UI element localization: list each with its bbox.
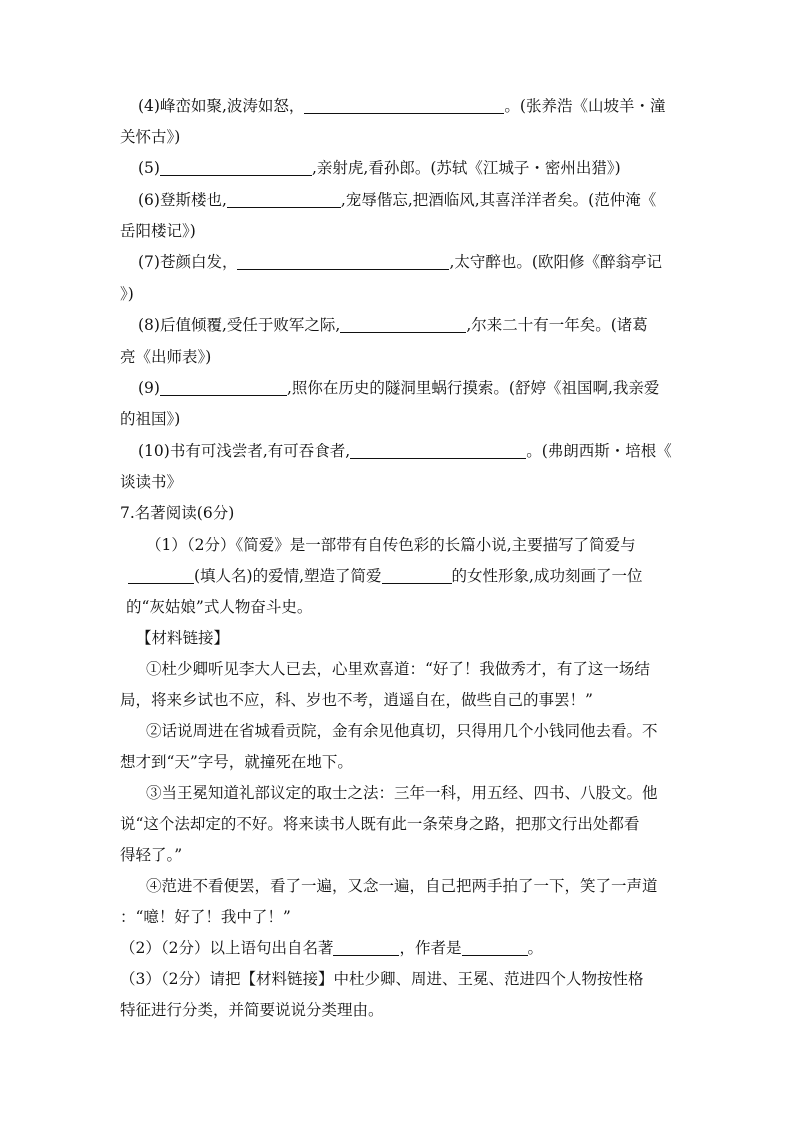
item-10-line xyxy=(138,441,672,463)
material-1-line-2: 局，将来乡试也不应，科、岁也不考，逍遥自在，做些自己的事罢！” xyxy=(120,691,593,709)
item-4-continuation: 关怀古》) xyxy=(120,128,181,146)
item-10-blank[interactable] xyxy=(350,442,526,459)
item-6-blank[interactable] xyxy=(227,191,341,208)
material-3-line-3: 得轻了。” xyxy=(120,846,183,864)
item-9-prefix: (9) xyxy=(138,379,160,397)
item-8-continuation: 亮《出师表》) xyxy=(120,348,212,366)
item-4-prefix: (4)峰峦如聚,波涛如怒， xyxy=(138,97,305,115)
question-2-prefix: （2）（2分）以上语句出自名著 xyxy=(120,939,334,957)
item-7-line xyxy=(138,252,662,274)
item-6-prefix: (6)登斯楼也, xyxy=(138,191,227,209)
item-4-blank[interactable] xyxy=(304,97,504,114)
question-2-line xyxy=(120,938,543,960)
item-6-continuation: 岳阳楼记》) xyxy=(120,222,196,240)
question-1-mid: (填人名)的爱情,塑造了简爱 xyxy=(194,567,382,585)
material-2-line-2: 想才到“天”字号，就撞死在地下。 xyxy=(120,753,353,771)
item-10-prefix: (10)书有可浅尝者,有可吞食者, xyxy=(138,442,351,460)
item-8-prefix: (8)后值倾覆,受任于败军之际, xyxy=(138,316,341,334)
material-3-line-2: 说“这个法却定的不好。将来读书人既有此一条荣身之路，把那文行出处都看 xyxy=(120,815,640,833)
item-7-prefix: (7)苍颜白发， xyxy=(138,253,238,271)
item-6-suffix: ,宠辱偕忘,把酒临风,其喜洋洋者矣。(范仲淹《 xyxy=(340,191,657,209)
question-1-end: 的女性形象,成功刻画了一位 xyxy=(451,567,643,585)
item-5-prefix: (5) xyxy=(138,159,160,177)
material-4-line-2: ：“噫！好了！我中了！” xyxy=(120,908,291,926)
question-1-line-2 xyxy=(128,566,642,588)
material-4-line-1: ④范进不看便罢，看了一遍，又念一遍，自己把两手拍了一下，笑了一声道 xyxy=(146,877,658,895)
item-4-line xyxy=(138,96,665,118)
section-7-heading: 7.名著阅读(6分) xyxy=(120,504,235,522)
question-1-line-3: 的“灰姑娘”式人物奋斗史。 xyxy=(126,598,313,616)
item-5-blank[interactable] xyxy=(160,159,312,176)
material-2-line-1: ②话说周进在省城看贡院，金有余见他真切，只得用几个小钱同他去看。不 xyxy=(146,722,658,740)
question-3-line-1: （3）（2分）请把【材料链接】中杜少卿、周进、王冕、范进四个人物按性格 xyxy=(120,970,644,988)
material-link-title: 【材料链接】 xyxy=(136,629,230,647)
material-1-line-1: ①杜少卿听见李大人已去，心里欢喜道：“好了！我做秀才，有了这一场结 xyxy=(146,660,650,678)
item-9-continuation: 的祖国》) xyxy=(120,410,181,428)
item-10-suffix: 。(弗朗西斯・培根《 xyxy=(526,442,672,460)
question-2-blank-author[interactable] xyxy=(462,939,528,956)
item-5-suffix: ,亲射虎,看孙郎。(苏轼《江城子・密州出猎》) xyxy=(311,159,621,177)
item-5-line xyxy=(138,158,621,180)
material-3-line-1: ③当王冕知道礼部议定的取士之法：三年一科，用五经、四书、八股文。他 xyxy=(146,784,658,802)
item-4-suffix: 。(张养浩《山坡羊・潼 xyxy=(504,97,666,115)
item-10-continuation: 谈读书》 xyxy=(120,473,183,491)
item-8-line xyxy=(138,315,648,337)
question-2-blank-book[interactable] xyxy=(333,939,399,956)
item-9-blank[interactable] xyxy=(160,379,287,396)
item-8-blank[interactable] xyxy=(340,316,466,333)
item-6-line xyxy=(138,190,656,212)
item-9-line xyxy=(138,378,659,400)
item-9-suffix: ,照你在历史的隧洞里蜗行摸索。(舒婷《祖国啊,我亲爱 xyxy=(286,379,660,397)
question-1-blank-name[interactable] xyxy=(128,567,194,584)
question-3-line-2: 特征进行分类，并简要说说分类理由。 xyxy=(120,1001,384,1019)
question-1-line-1: （1）（2分）《简爱》是一部带有自传色彩的长篇小说,主要描写了简爱与 xyxy=(146,536,636,554)
question-1-blank-image[interactable] xyxy=(382,567,452,584)
question-2-end: 。 xyxy=(527,939,544,957)
item-7-blank[interactable] xyxy=(237,253,449,270)
item-7-suffix: ,太守醉也。(欧阳修《醉翁亭记 xyxy=(449,253,662,271)
item-8-suffix: ,尔来二十有一年矣。(诸葛 xyxy=(466,316,648,334)
item-7-continuation: 》) xyxy=(120,285,134,303)
question-2-mid: ，作者是 xyxy=(399,939,462,957)
